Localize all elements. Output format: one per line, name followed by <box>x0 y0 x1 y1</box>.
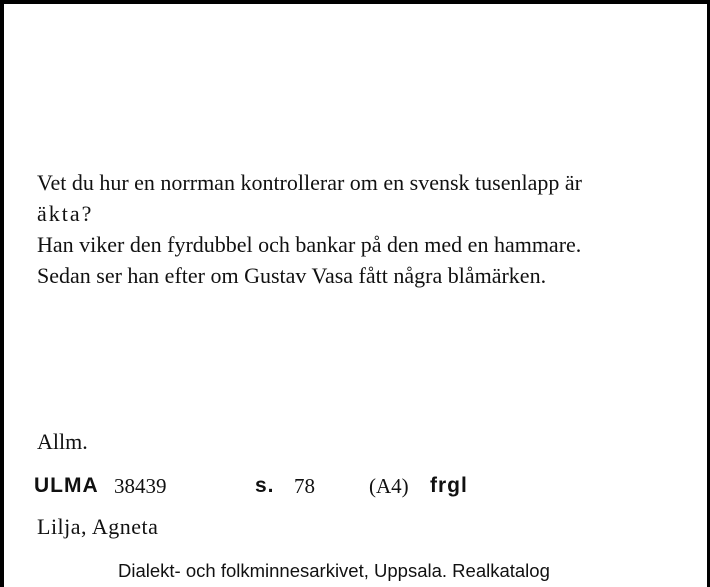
record-text <box>37 167 687 291</box>
format-label: (A4) <box>369 474 409 498</box>
collector-name: Lilja, Agneta <box>37 514 159 539</box>
page-number: 78 <box>294 474 315 498</box>
page-label: s. <box>255 474 275 497</box>
archive-footer: Dialekt- och folkminnesarkivet, Uppsala. Realkatalog <box>118 560 550 581</box>
text-line-1: Vet du hur en norrman kontrollerar om en svensk tusenlapp är <box>37 170 582 195</box>
text-line-4: Sedan ser han efter om Gustav Vasa fått några blåmärken. <box>37 263 547 288</box>
text-line-3: Han viker den fyrdubbel och bankar på den med en hammare. <box>37 232 582 257</box>
text-line-2: äkta? <box>37 201 94 226</box>
category-label: Allm. <box>37 429 88 454</box>
archive-code: ULMA <box>34 474 99 497</box>
type-label: frgl <box>430 474 468 497</box>
record-number: 38439 <box>114 474 167 498</box>
